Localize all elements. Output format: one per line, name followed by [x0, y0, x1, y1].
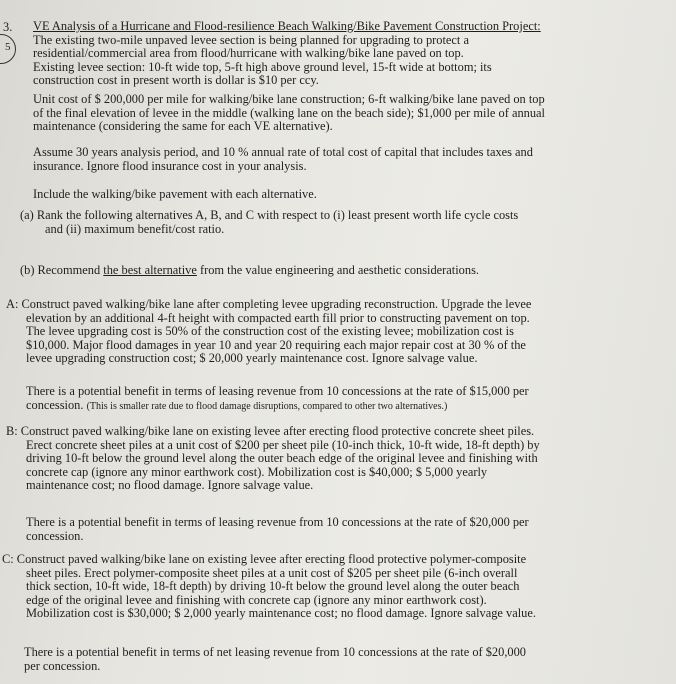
alt-c-line: Mobilization cost is $30,000; $ 2,000 yearly maintenance cost; no flood damage. Ignore salvage value. — [26, 606, 536, 621]
assume-line: Assume 30 years analysis period, and 10 % annual rate of total cost of capital that includes taxes and — [33, 145, 533, 159]
assume-paragraph — [33, 146, 533, 173]
alt-b-line: driving 10-ft below the ground level along the outer beach edge of the original levee and finishing with — [26, 451, 538, 466]
alt-a-line: The levee upgrading cost is 50% of the construction cost of the existing levee; mobilization cost is — [26, 324, 514, 339]
alt-b-line: concrete cap (ignore any minor earthwork cost). Mobilization cost is $40,000; $ 5,000 yearly — [26, 464, 488, 479]
margin-circle-mark — [0, 34, 16, 64]
intro-line: residential/commercial area from flood/hurricane with walking/bike lane paved on top. — [33, 46, 464, 61]
intro-line: construction cost in present worth is dollar is $10 per ccy. — [33, 73, 319, 88]
margin-mark-label: 5 — [5, 41, 11, 53]
alt-a-line: levee upgrading construction cost; $ 20,000 yearly maintenance cost. Ignore salvage value. — [26, 351, 478, 366]
alt-a-line: elevation by an additional 4-ft height with compacted earth fill prior to constructing pavement on top. — [26, 310, 530, 325]
include-paragraph — [33, 188, 317, 202]
alt-a-benefit-note: (This is smaller rate due to flood damage disruptions, compared to other two alternatives.) — [86, 400, 448, 412]
alt-b-benefit-line: There is a potential benefit in terms of leasing revenue from 10 concessions at the rate of $20,000 per — [26, 515, 529, 529]
alt-a-benefit-end: concession. — [26, 397, 84, 412]
assume-line: insurance. Ignore flood insurance cost in your analysis. — [33, 158, 307, 173]
alternative-a — [6, 298, 531, 366]
alt-c-line: thick section, 10-ft wide, 18-ft depth) by driving 10-ft below the ground level along the outer beach — [26, 579, 520, 594]
part-b-prefix: (b) Recommend — [20, 263, 104, 277]
alt-c-benefit — [24, 646, 526, 673]
alt-a-benefit — [26, 385, 529, 413]
unit-cost-line: of the final elevation of levee in the middle (walking lane on the beach side); $1,000 per mile of annual — [33, 105, 545, 120]
part-b — [20, 264, 479, 278]
part-b-underlined: the best alternative — [103, 263, 197, 277]
alt-b-benefit — [26, 516, 529, 543]
intro-line: Existing levee section: 10-ft wide top, 5-ft high above ground level, 15-ft wide at bottom; its — [33, 59, 492, 74]
alt-c-benefit-line: There is a potential benefit in terms of net leasing revenue from 10 concessions at the rate of $20,000 — [24, 645, 527, 659]
alt-b-line: B: Construct paved walking/bike lane on existing levee after erecting flood protective concrete sheet piles. — [6, 424, 535, 438]
include-line: Include the walking/bike pavement with each alternative. — [33, 187, 317, 201]
problem-title: VE Analysis of a Hurricane and Flood-resilience Beach Walking/Bike Pavement Construction Project: — [33, 19, 541, 33]
unit-cost-line: maintenance (considering the same for each VE alternative). — [33, 119, 333, 134]
alternative-b — [6, 425, 540, 493]
alt-c-line: sheet piles. Erect polymer-composite sheet piles at a unit cost of $205 per sheet pile (6-inch overall — [26, 565, 518, 580]
alt-c-benefit-line: per concession. — [24, 658, 101, 673]
unit-cost-line: Unit cost of $ 200,000 per mile for walking/bike lane construction; 6-ft walking/bike lane paved on top — [33, 92, 545, 106]
alt-c-line: edge of the original levee and finishing with concrete cap (ignore any minor earthwork cost). — [26, 592, 487, 607]
part-b-suffix: from the value engineering and aesthetic considerations. — [196, 263, 479, 277]
alt-c-line: C: Construct paved walking/bike lane on existing levee after erecting flood protective polymer-composite — [2, 552, 527, 566]
part-a-line: and (ii) maximum benefit/cost ratio. — [45, 221, 225, 236]
alt-a-line: A: Construct paved walking/bike lane after completing levee upgrading reconstruction. Upgrade the levee — [6, 297, 532, 311]
alt-b-benefit-line: concession. — [26, 528, 84, 543]
part-b-line — [20, 264, 479, 278]
alt-b-line: maintenance cost; no flood damage. Ignore salvage value. — [26, 478, 314, 493]
alt-a-line: $10,000. Major flood damages in year 10 and year 20 requiring each major repair cost at 30 % of the — [26, 337, 526, 352]
part-a — [20, 209, 518, 236]
unit-cost-paragraph — [33, 93, 545, 134]
alt-a-benefit-line — [26, 399, 529, 414]
alt-a-benefit-line: There is a potential benefit in terms of leasing revenue from 10 concessions at the rate of $15,000 per — [26, 384, 529, 398]
problem-number: 3. — [3, 20, 13, 34]
part-a-line: (a) Rank the following alternatives A, B, and C with respect to (i) least present worth life cycle costs — [20, 208, 519, 222]
alt-b-line: Erect concrete sheet piles at a unit cost of $200 per sheet pile (10-inch thick, 10-ft wide, 18-ft depth) by — [26, 437, 540, 452]
problem-title-block — [33, 20, 541, 88]
intro-line: The existing two-mile unpaved levee section is being planned for upgrading to protect a — [33, 32, 469, 47]
alternative-c — [2, 553, 536, 621]
